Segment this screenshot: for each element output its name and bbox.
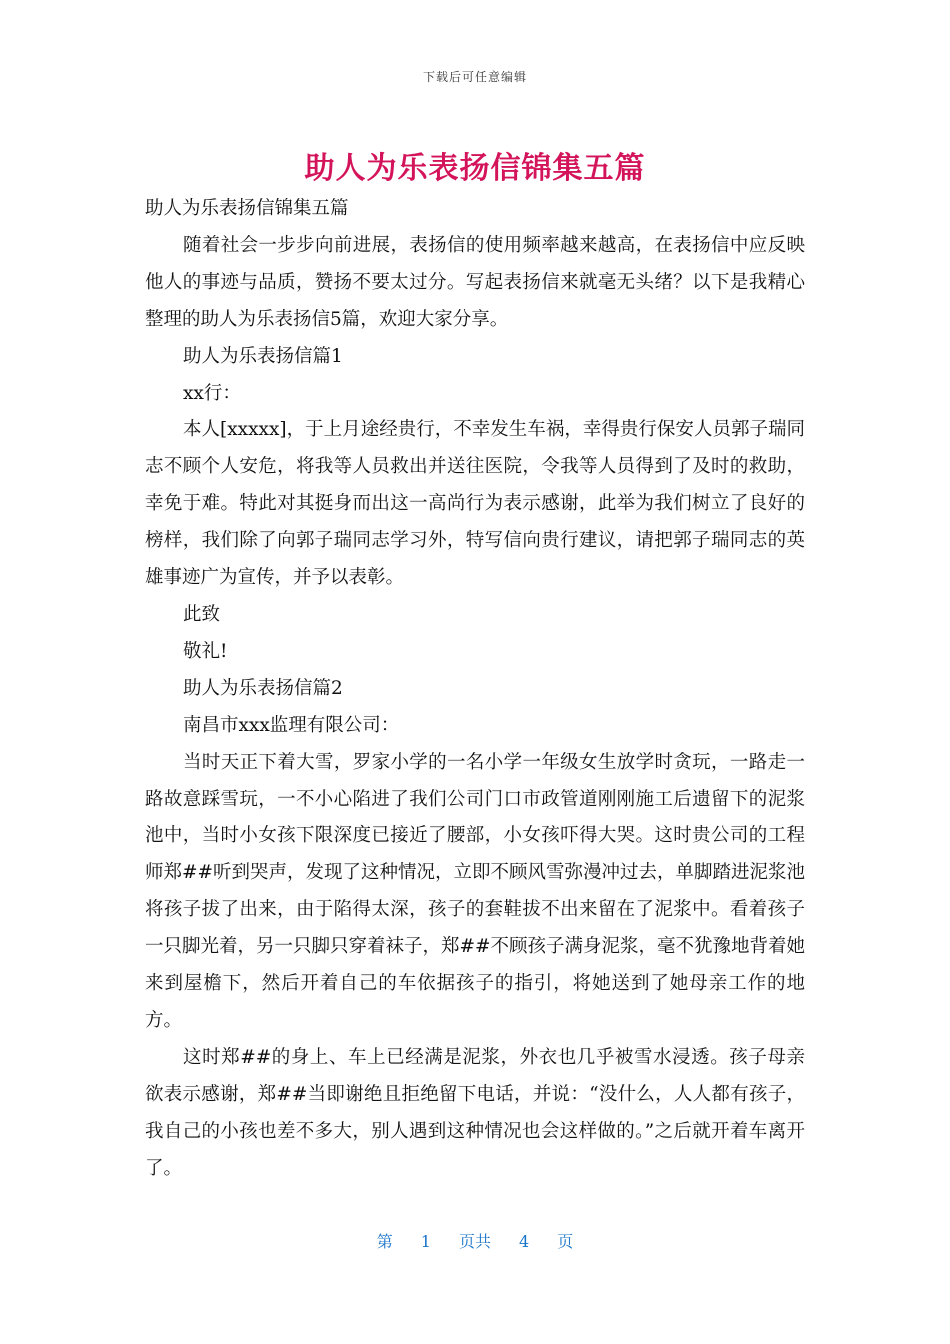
section-heading-2: 助人为乐表扬信篇2 [183,677,343,699]
letter-body-1: 本人[xxxxx]，于上月途经贵行，不幸发生车祸，幸得贵行保安人员郭子瑞同志不顾个人安危，将我等人员救出并送往医院，令我等人员得到了及时的救助，幸免于难。特此对其挺身而出这一高尚行为表示感谢，此举为我们树立了良好的榜样，我们除了向郭子瑞同志学习外，特写信向贵行建议，请把郭子瑞同志的英雄事迹广为宣传，并予以表彰。 [145,419,805,589]
letter-body-2b: 这时郑##的身上、车上已经满是泥浆，外衣也几乎被雪水浸透。孩子母亲欲表示感谢，郑##当即谢绝且拒绝留下电话，并说：“没什么，人人都有孩子，我自己的小孩也差不多大，别人遇到这种情况也会这样做的。”之后就开着车离开了。 [145,1046,805,1179]
document-title: 助人为乐表扬信锦集五篇 [304,151,646,186]
footer-word-total: 页共 [458,1232,491,1251]
section-heading-1: 助人为乐表扬信篇1 [183,345,343,367]
letter-salutation-1: xx行： [183,382,241,404]
footer-total-pages: 4 [519,1232,530,1251]
letter-salutation-2: 南昌市xxx监理有限公司： [183,714,400,736]
footer-word-end: 页 [557,1232,574,1251]
page-footer [0,1229,950,1252]
paragraph-subtitle: 助人为乐表扬信锦集五篇 [145,198,349,219]
letter-body-2a: 当时天正下着大雪，罗家小学的一名小学一年级女生放学时贪玩，一路走一路故意踩雪玩，一不小心陷进了我们公司门口市政管道刚刚施工后遗留下的泥浆池中，当时小女孩下限深度已接近了腰部，小女孩吓得大哭。这时贵公司的工程师郑##听到哭声，发现了这种情况，立即不顾风雪弥漫冲过去，单脚踏进泥浆池将孩子拔了出来，由于陷得太深，孩子的套鞋拔不出来留在了泥浆中。看着孩子一只脚光着，另一只脚只穿着袜子，郑##不顾孩子满身泥浆，毫不犹豫地背着她来到屋檐下，然后开着自己的车依据孩子的指引，将她送到了她母亲工作的地方。 [145,751,806,1031]
footer-word-page: 第 [376,1232,393,1251]
header-note: 下载后可任意编辑 [422,70,527,84]
document-body [145,191,805,1187]
letter-salute: 敬礼! [183,640,228,662]
paragraph-intro: 随着社会一步步向前进展，表扬信的使用频率越来越高，在表扬信中应反映他人的事迹与品质，赞扬不要太过分。写起表扬信来就毫无头绪？以下是我精心整理的助人为乐表扬信5篇，欢迎大家分享。 [145,234,805,330]
letter-closing: 此致 [183,603,221,625]
footer-current-page: 1 [420,1232,431,1251]
